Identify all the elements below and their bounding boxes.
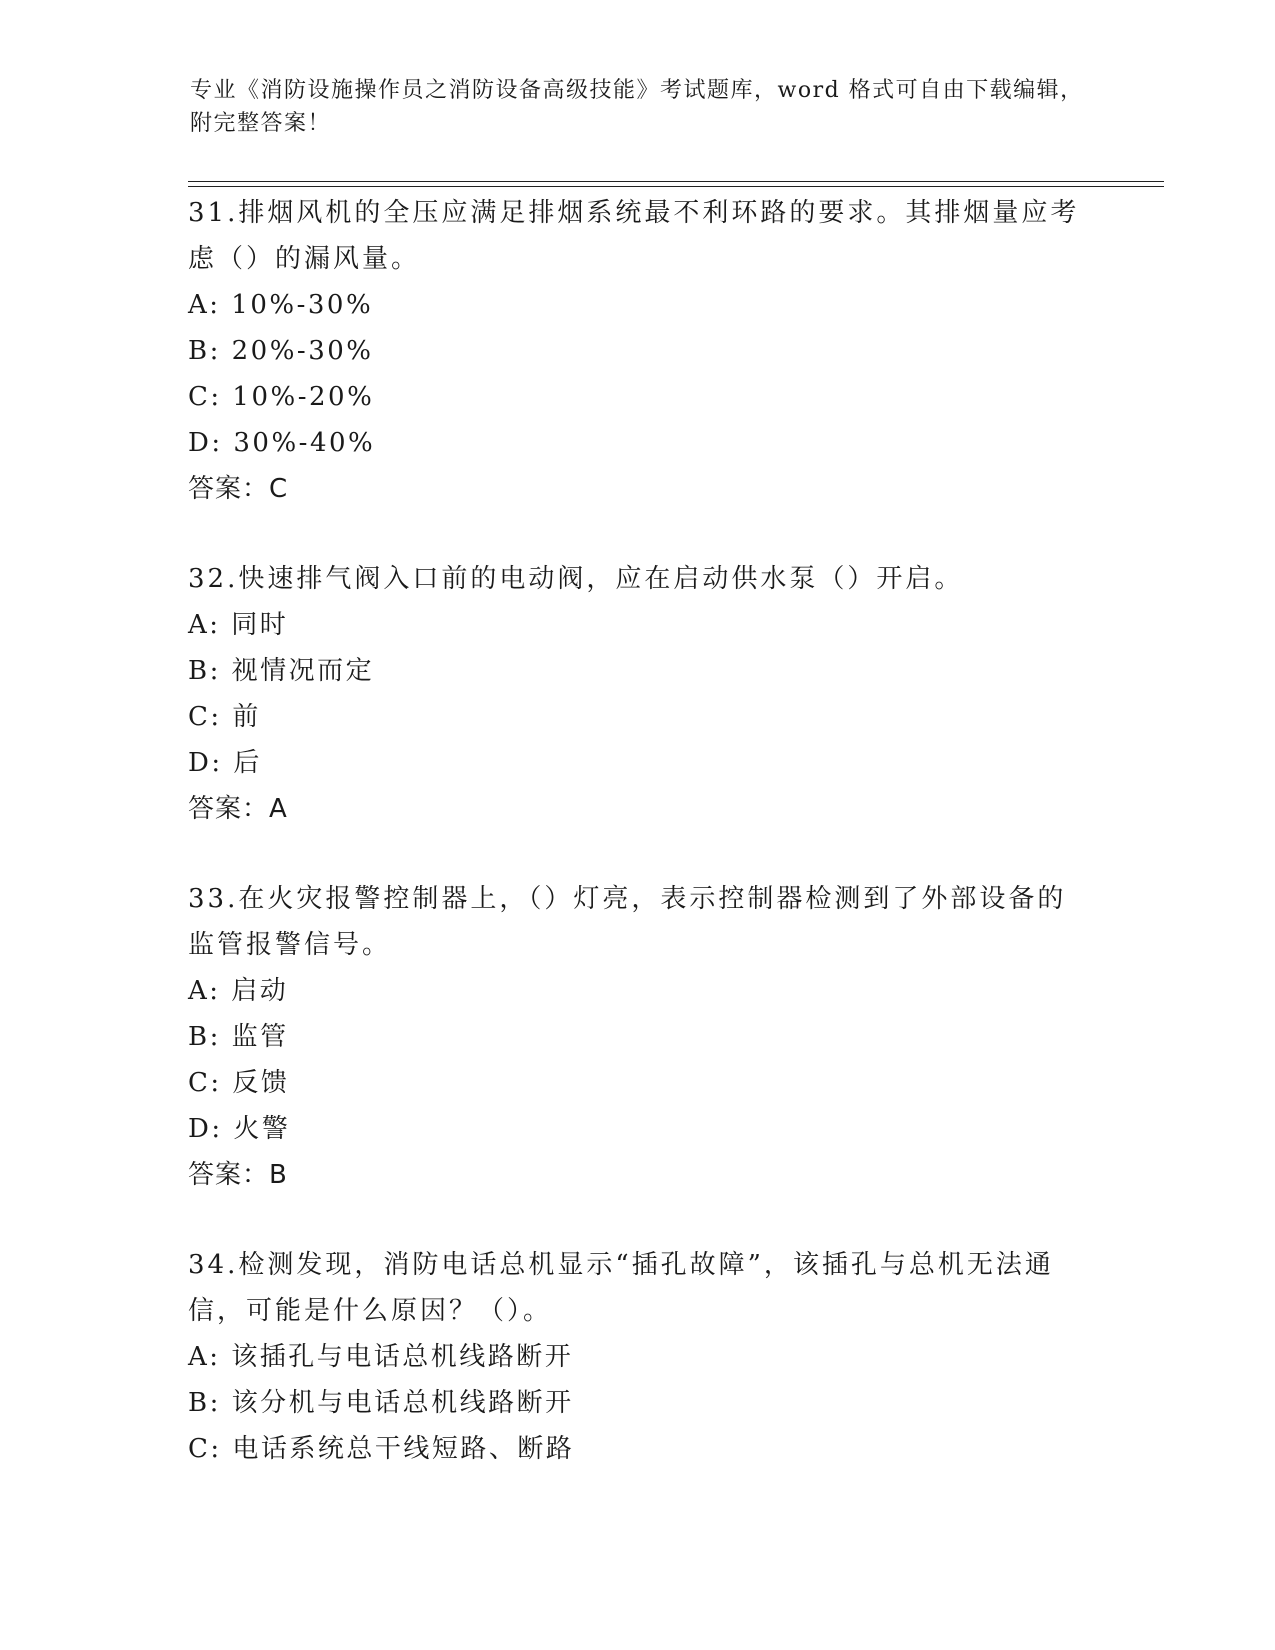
option-b: B: 20%-30% [188, 336, 374, 366]
option-a: A: 10%-30% [188, 290, 374, 320]
option-d: D: 后 [188, 748, 262, 778]
header-divider-bottom [188, 186, 1164, 187]
option-a: A: 启动 [188, 976, 289, 1006]
option-d: D: 30%-40% [188, 428, 376, 458]
answer: 答案：C [188, 474, 289, 504]
question-32 [188, 556, 1088, 832]
option-d: D: 火警 [188, 1114, 291, 1144]
option-b: B: 视情况而定 [188, 656, 375, 686]
option-c: C: 电话系统总干线短路、断路 [188, 1434, 575, 1464]
question-33 [188, 876, 1088, 1198]
option-a: A: 同时 [188, 610, 289, 640]
answer: 答案：B [188, 1160, 288, 1190]
question-stem: 34.检测发现，消防电话总机显示“插孔故障”，该插孔与总机无法通信，可能是什么原因？（）。 [188, 1250, 1054, 1326]
option-c: C: 10%-20% [188, 382, 375, 412]
question-stem: 31.排烟风机的全压应满足排烟系统最不利环路的要求。其排烟量应考虑（）的漏风量。 [188, 198, 1080, 274]
header-divider-top [188, 181, 1164, 182]
question-stem: 33.在火灾报警控制器上，（）灯亮，表示控制器检测到了外部设备的监管报警信号。 [188, 884, 1067, 960]
option-c: C: 反馈 [188, 1068, 290, 1098]
option-b: B: 监管 [188, 1022, 289, 1052]
option-a: A: 该插孔与电话总机线路断开 [188, 1342, 574, 1372]
option-b: B: 该分机与电话总机线路断开 [188, 1388, 574, 1418]
question-stem: 32.快速排气阀入口前的电动阀，应在启动供水泵（）开启。 [188, 564, 964, 594]
option-c: C: 前 [188, 702, 261, 732]
question-31 [188, 190, 1088, 512]
question-34 [188, 1242, 1088, 1472]
header-note: 专业《消防设施操作员之消防设备高级技能》考试题库，word 格式可自由下载编辑，附完整答案！ [190, 78, 1084, 136]
answer: 答案：A [188, 794, 288, 824]
